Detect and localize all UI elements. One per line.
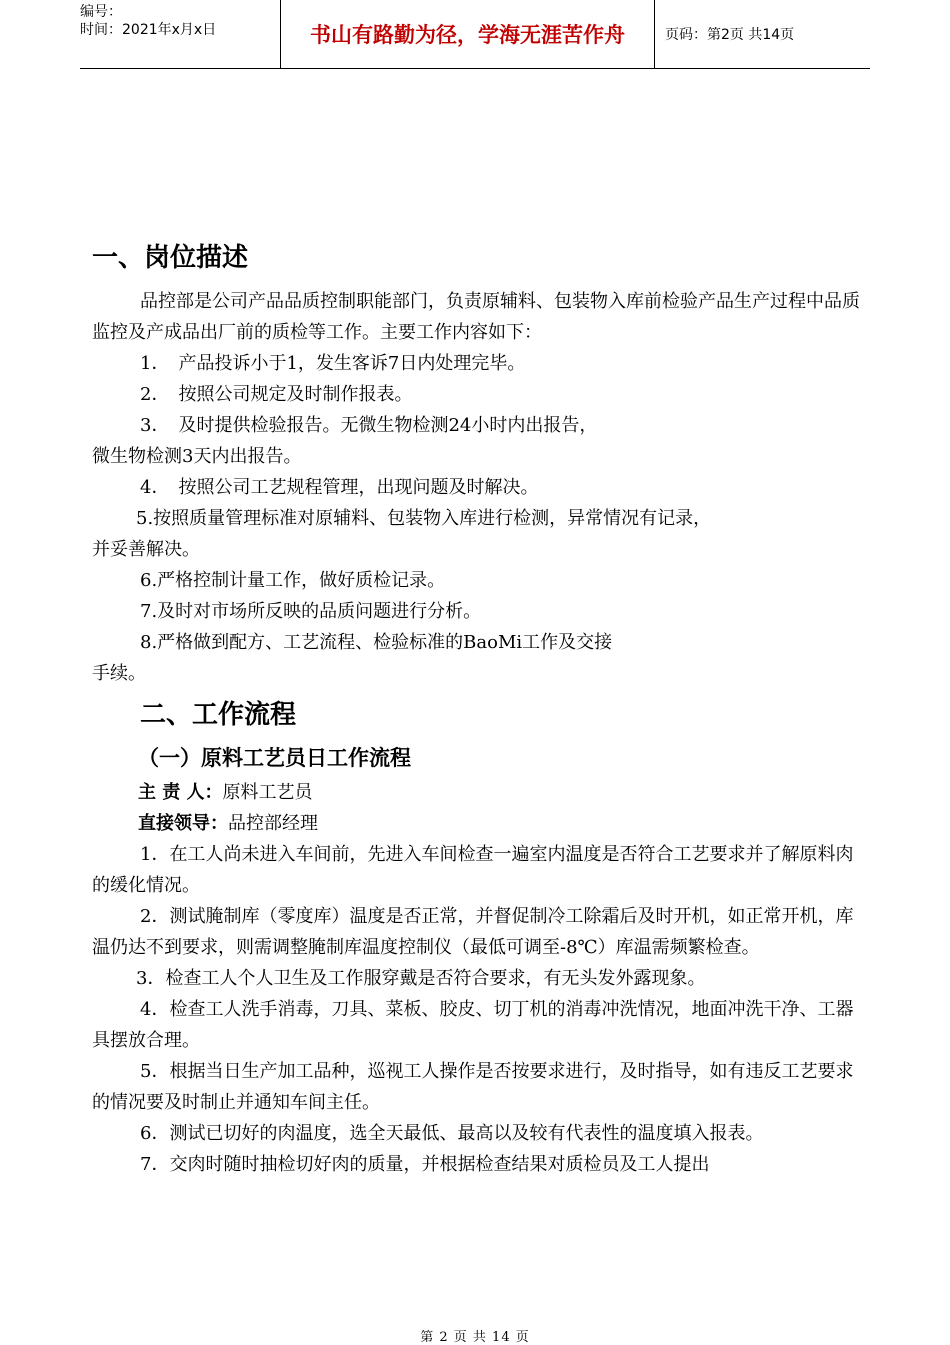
section1-item: 7.及时对市场所反映的品质问题进行分析。 [140, 601, 482, 622]
header-number-label: 编号： [80, 4, 122, 20]
workflow-step: 3．检查工人个人卫生及工作服穿戴是否符合要求，有无头发外露现象。 [136, 968, 706, 989]
page-footer: 第 2 页 共 14 页 [420, 1330, 530, 1345]
page-header [80, 0, 870, 69]
workflow-step: 5．根据当日生产加工品种，巡视工人操作是否按要求进行，及时指导，如有违反工艺要求的情况要及时制止并通知车间主任。 [92, 1061, 854, 1113]
section1-item: 1． 产品投诉小于1，发生客诉7日内处理完毕。 [140, 353, 526, 374]
section1-item: 8.严格做到配方、工艺流程、检验标准的BaoMi工作及交接 [140, 632, 613, 653]
section1-item: 5.按照质量管理标准对原辅料、包装物入库进行检测，异常情况有记录， [136, 508, 712, 529]
header-meta [80, 0, 281, 68]
section1-item: 4． 按照公司工艺规程管理，出现问题及时解决。 [140, 477, 539, 498]
document-body [92, 240, 867, 1180]
workflow-step: 4．检查工人洗手消毒，刀具、菜板、胶皮、切丁机的消毒冲洗情况，地面冲洗干净、工器具摆放合理。 [92, 999, 854, 1051]
section1-item-continued: 微生物检测3天内出报告。 [92, 446, 302, 467]
section1-item: 6.严格控制计量工作，做好质检记录。 [140, 570, 446, 591]
section1-item: 3． 及时提供检验报告。无微生物检测24小时内出报告， [140, 415, 598, 436]
section1-item-continued: 手续。 [92, 663, 146, 684]
section1-title: 一、岗位描述 [92, 243, 249, 273]
section2-subtitle: （一）原料工艺员日工作流程 [138, 746, 411, 770]
section1-item-continued: 并妥善解决。 [92, 539, 200, 560]
owner-label: 主 责 人： [138, 782, 223, 803]
leader-line [138, 808, 867, 839]
section1-item: 2． 按照公司规定及时制作报表。 [140, 384, 413, 405]
workflow-step: 7．交肉时随时抽检切好肉的质量，并根据检查结果对质检员及工人提出 [140, 1154, 710, 1175]
section1-intro: 品控部是公司产品品质控制职能部门，负责原辅料、包装物入库前检验产品生产过程中品质监控及产成品出厂前的质检等工作。主要工作内容如下： [92, 291, 860, 343]
header-page-info: 页码：第2页 共14页 [665, 27, 795, 43]
section2-title: 二、工作流程 [140, 700, 297, 730]
header-date: 时间：2021年x月x日 [80, 22, 217, 38]
leader-label: 直接领导： [138, 813, 228, 834]
workflow-step: 1．在工人尚未进入车间前，先进入车间检查一遍室内温度是否符合工艺要求并了解原料肉的缓化情况。 [92, 844, 854, 896]
owner-value: 原料工艺员 [222, 782, 313, 803]
owner-line [138, 777, 867, 808]
header-motto: 书山有路勤为径，学海无涯苦作舟 [281, 0, 655, 68]
workflow-step: 6．测试已切好的肉温度，选全天最低、最高以及较有代表性的温度填入报表。 [140, 1123, 764, 1144]
workflow-step: 2．测试腌制库（零度库）温度是否正常，并督促制冷工除霜后及时开机，如正常开机，库温仍达不到要求，则需调整腌制库温度控制仪（最低可调至-8℃）库温需频繁检查。 [92, 906, 854, 958]
leader-value: 品控部经理 [228, 813, 318, 834]
